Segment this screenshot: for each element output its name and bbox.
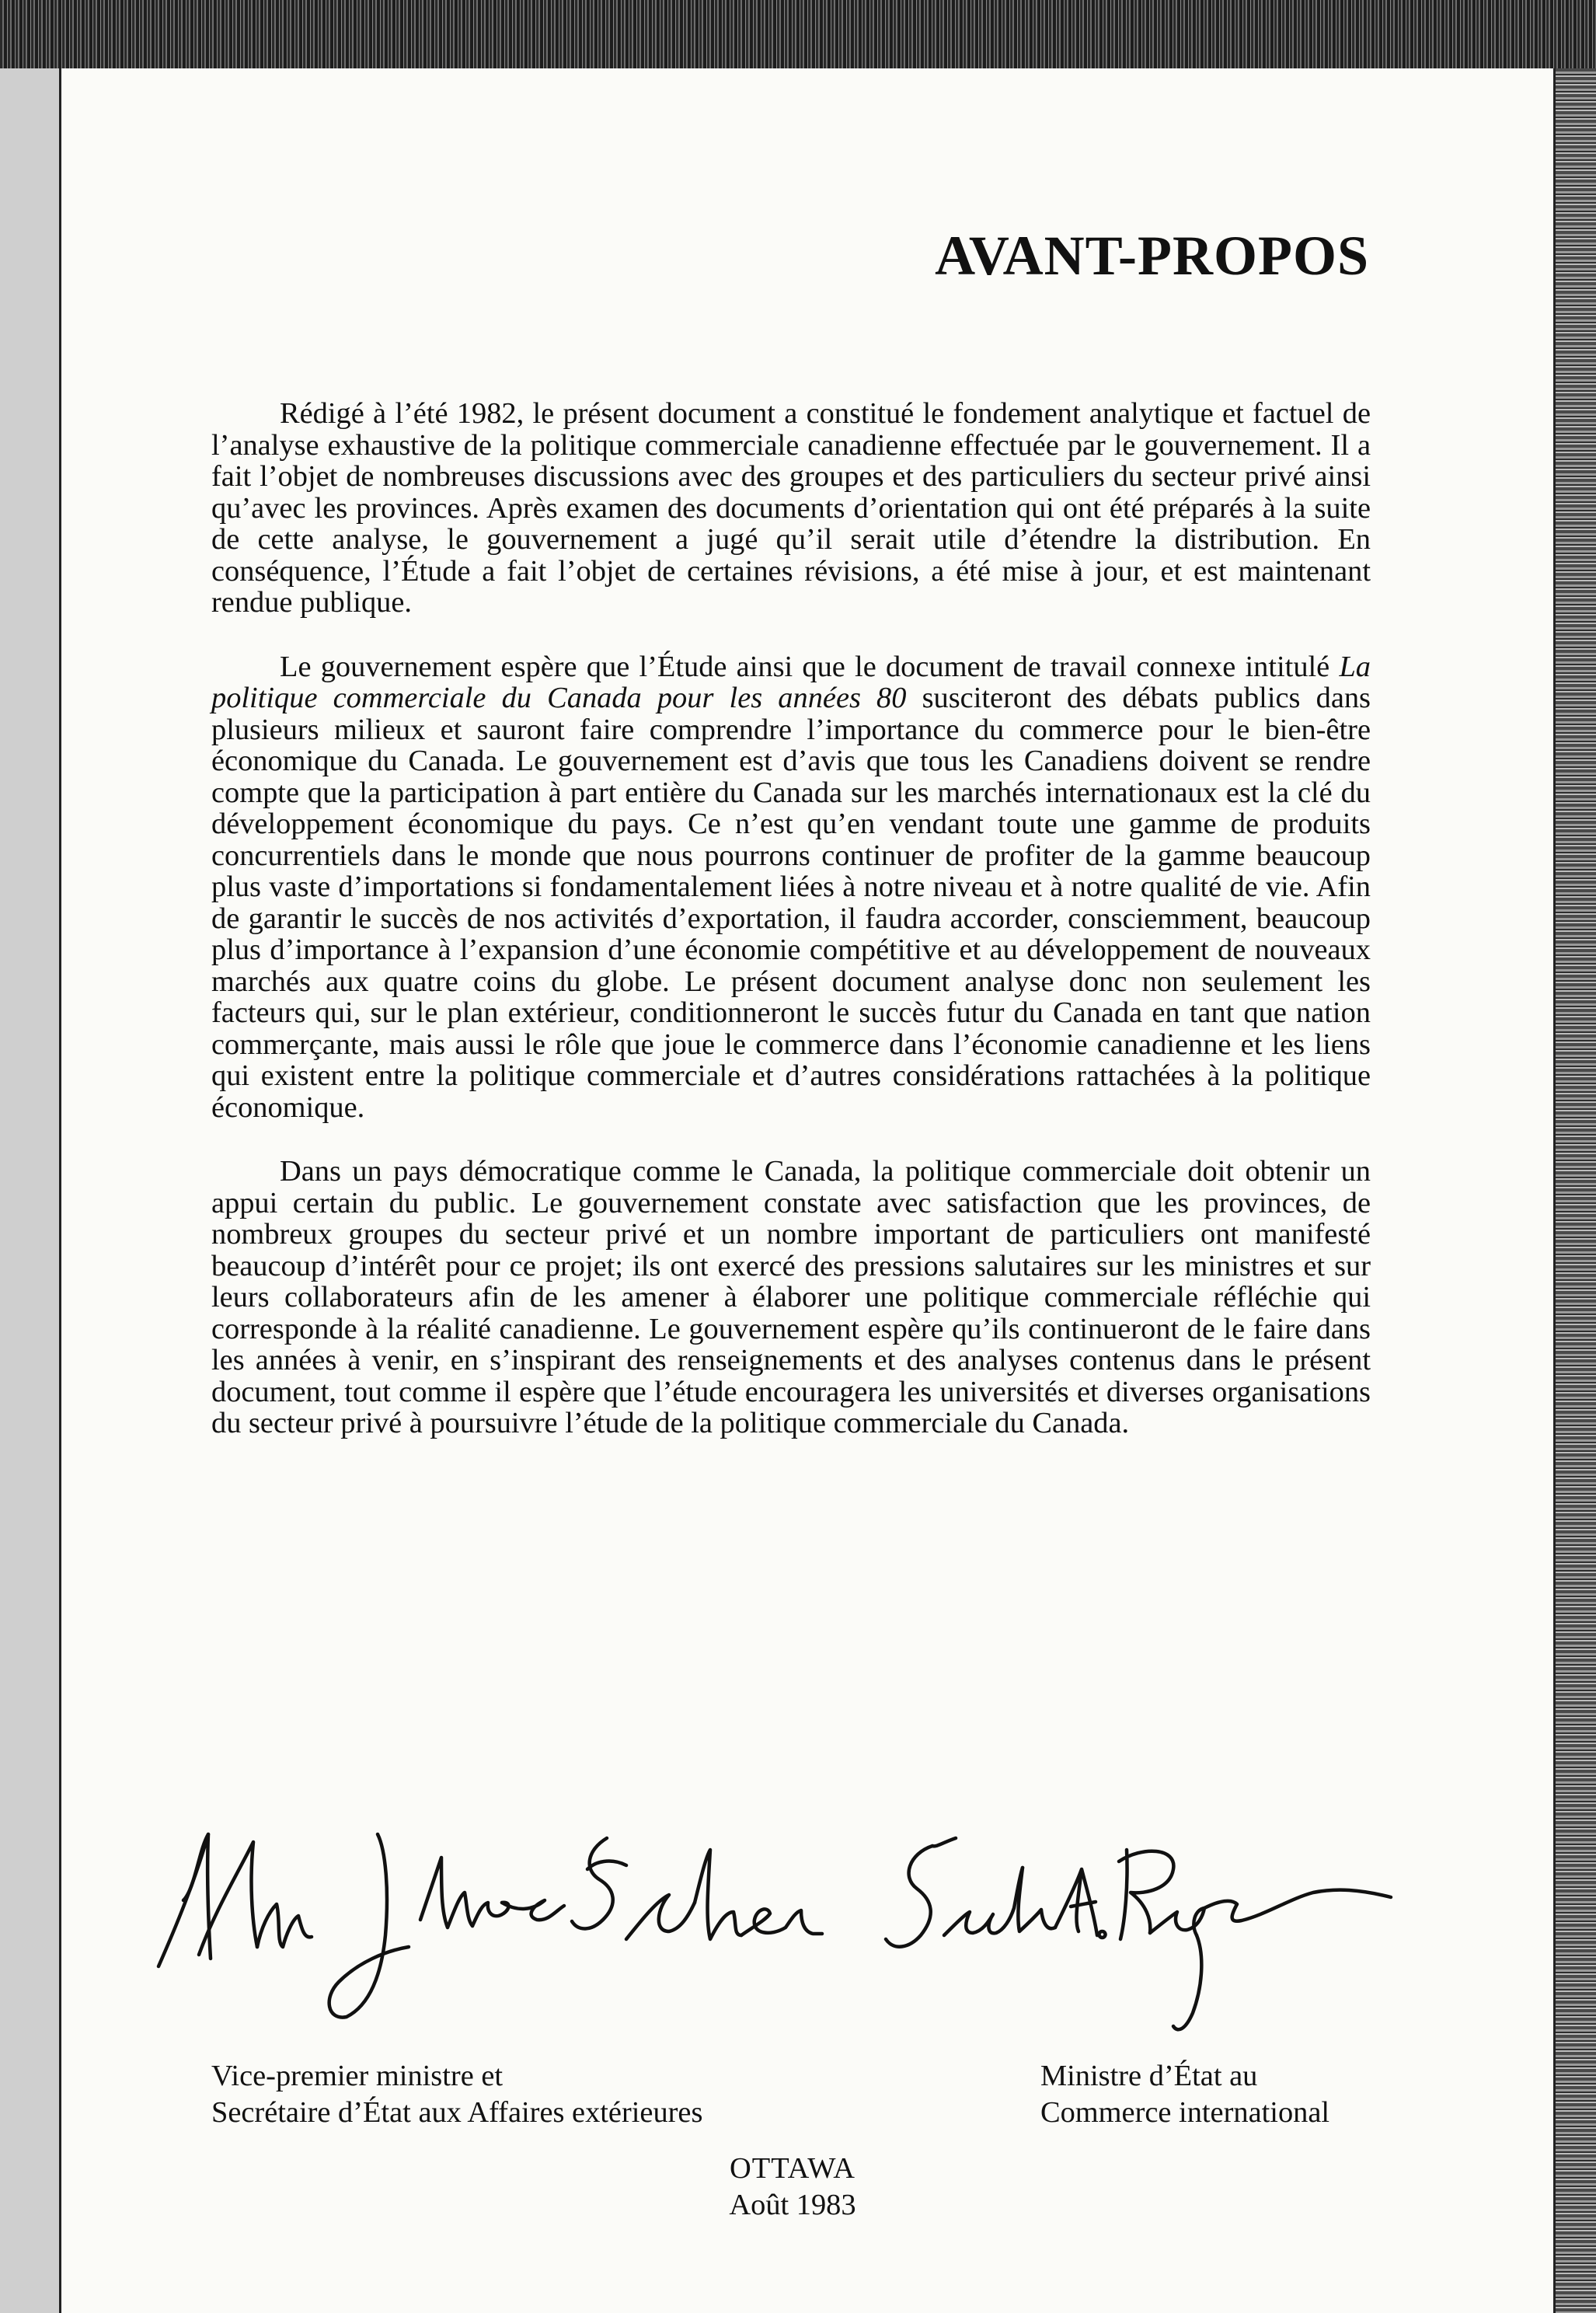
signatory-left-line-2: Secrétaire d’État aux Affaires extérieures — [211, 2096, 703, 2129]
date: Août 1983 — [729, 2189, 856, 2221]
publication-title: La politique commerciale du Canada pour les années 80 — [211, 650, 1371, 714]
place: OTTAWA — [730, 2152, 855, 2185]
paragraph-2-text-start: Le gouvernement espère que l’Étude ainsi que le document de travail connexe intitulé — [280, 650, 1340, 683]
place-and-date — [622, 2151, 964, 2224]
signature-left — [152, 1803, 828, 2036]
page-title: AVANT-PROPOS — [935, 225, 1369, 287]
signatory-left-line-1: Vice-premier ministre et — [211, 2060, 504, 2092]
signatory-right-line-1: Ministre d’État au — [1040, 2060, 1258, 2092]
signature-right — [878, 1823, 1399, 2056]
signatory-right-line-2: Commerce international — [1040, 2096, 1330, 2129]
scan-border-top — [0, 0, 1596, 68]
signatory-right-title — [1040, 2058, 1329, 2131]
paragraph-1: Rédigé à l’été 1982, le présent document a constitué le fondement analytique et factuel de l’analyse exhaustive de la politique commerciale canadienne effectuée par le gouvernement. Il a fait l’objet de nombreuses discussions avec des groupes et des particuliers du secteur privé ainsi qu’avec les provinces. Après examen des documents d’orientation qui ont été préparés à la suite de cette analyse, le gouvernement a jugé qu’il serait utile d’étendre la distribution. En conséquence, l’Étude a fait l’objet de certaines révisions, a été mise à jour, et est maintenant rendue publique. — [211, 397, 1371, 619]
signatory-left-title — [211, 2058, 702, 2131]
paragraph-2 — [211, 651, 1371, 1124]
document-body — [211, 398, 1371, 1472]
paragraph-2-text-end: susciteront des débats publics dans plusieurs milieux et sauront faire comprendre l’importance du commerce pour le bien-être économique du Canada. Le gouvernement est d’avis que tous les Canadiens doivent se rendre compte que la participation à part entière du Canada sur les marchés internationaux est la clé du développement économique du pays. Ce n’est qu’en vendant toute une gamme de produits concurrentiels dans le monde que nous pourrons continuer de profiter de la gamme beaucoup plus vaste d’importations si fondamentalement liées à notre niveau et à notre qualité de vie. Afin de garantir le succès de nos activités d’exportation, il faudra accorder, consciemment, beaucoup plus d’importance à l’expansion d’une économie compétitive et au développement de nouveaux marchés aux quatre coins du globe. Le présent document analyse donc non seulement les facteurs qui, sur le plan extérieur, conditionneront le succès futur du Canada en tant que nation commerçante, mais aussi le rôle que joue le commerce dans l’économie canadienne et les liens qui existent entre la politique commerciale et d’autres considérations rattachées à la politique économique. — [211, 682, 1371, 1124]
paragraph-3: Dans un pays démocratique comme le Canada, la politique commerciale doit obtenir un appui certain du public. Le gouvernement constate avec satisfaction que les provinces, de nombreux groupes du secteur privé et un nombre important de particuliers ont manifesté beaucoup d’intérêt pour ce projet; ils ont exercé des pressions salutaires sur les ministres et sur leurs collaborateurs afin de les amener à élaborer une politique commerciale réfléchie qui corresponde à la réalité canadienne. Le gouvernement espère qu’ils continueront de le faire dans les années à venir, en s’inspirant des renseignements et des analyses contenus dans le présent document, tout comme il espère que l’étude encouragera les universités et diverses organisations du secteur privé à poursuivre l’étude de la politique commerciale du Canada. — [211, 1155, 1371, 1439]
scan-border-right — [1556, 68, 1596, 2313]
